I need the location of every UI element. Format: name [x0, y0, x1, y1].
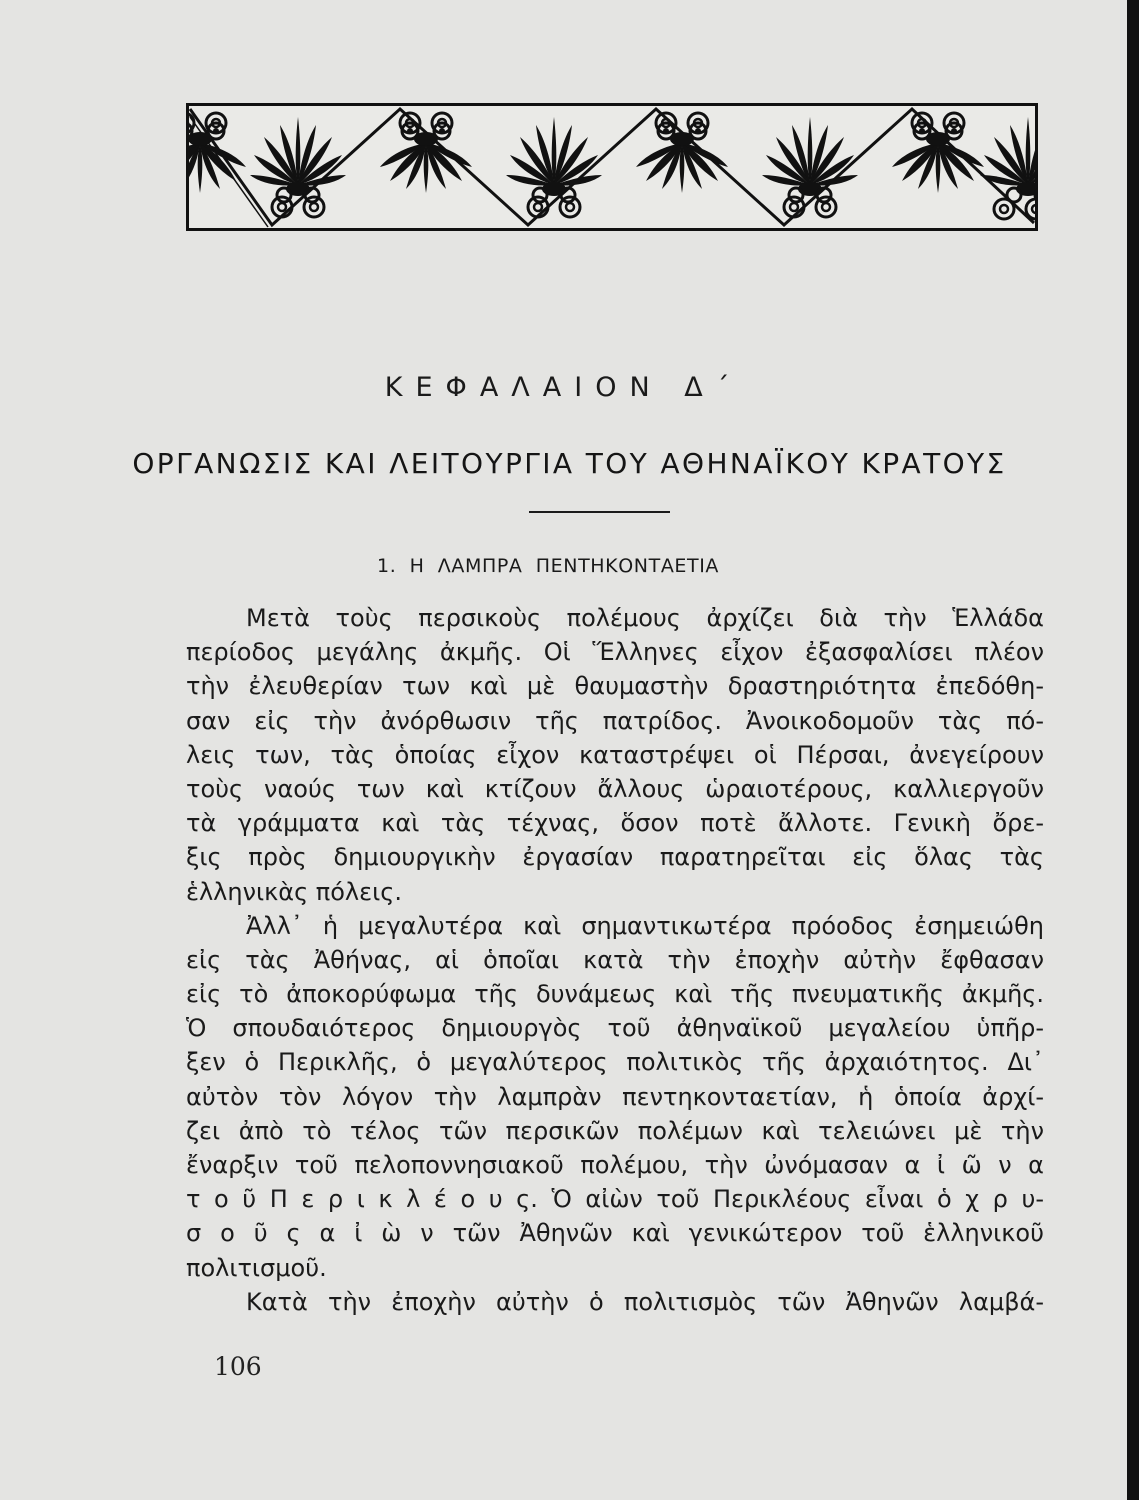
- section-heading: 1. Η ΛΑΜΠΡΑ ΠΕΝΤΗΚΟΝΤΑΕΤΙΑ: [377, 555, 720, 577]
- body-text: [186, 601, 1044, 1319]
- text-line: Μετὰ τοὺς περσικοὺς πολέμους ἀρχίζει διὰ τὴν Ἑλλάδα: [246, 604, 1044, 632]
- chapter-title: ΟΡΓΑΝΩΣΙΣ ΚΑΙ ΛΕΙΤΟΥΡΓΙΑ ΤΟΥ ΑΘΗΝΑΪΚΟΥ ΚΡΑΤΟΥΣ: [132, 447, 1007, 480]
- chapter-label: ΚΕΦΑΛΑΙΟΝ Δ΄: [384, 372, 743, 403]
- text-line: λεις των, τὰς ὁποίας εἶχον καταστρέψει οἱ Πέρσαι, ἀνεγείρουν: [186, 740, 1044, 769]
- page-number: 106: [214, 1352, 262, 1381]
- text-line: εἰς τὸ ἀποκορύφωμα τῆς δυνάμεως καὶ τῆς πνευματικῆς ἀκμῆς.: [186, 980, 1044, 1009]
- text-line: Ὁ σπουδαιότερος δημιουργὸς τοῦ ἀθηναϊκοῦ μεγαλείου ὑπῆρ-: [186, 1014, 1044, 1043]
- text-line: Ἀλλ᾽ ἡ μεγαλυτέρα καὶ σημαντικωτέρα πρόοδος ἐσημειώθη: [246, 911, 1044, 940]
- text-line: ἑλληνικὰς πόλεις.: [186, 877, 402, 906]
- text-line: περίοδος μεγάλης ἀκμῆς. Οἱ Ἕλληνες εἶχον ἐξασφαλίσει πλέον: [186, 638, 1044, 667]
- text-line: σαν εἰς τὴν ἀνόρθωσιν τῆς πατρίδος. Ἀνοικοδομοῦν τὰς πό-: [186, 706, 1044, 735]
- title-divider: [529, 511, 670, 513]
- text-line: τοὺς ναούς των καὶ κτίζουν ἄλλους ὡραιοτέρους, καλλιεργοῦν: [186, 774, 1044, 803]
- text-line: τὴν ἐλευθερίαν των καὶ μὲ θαυμαστὴν δραστηριότητα ἐπεδόθη-: [186, 672, 1044, 701]
- text-line: αὐτὸν τὸν λόγον τὴν λαμπρὰν πεντηκονταετίαν, ἡ ὁποία ἀρχί-: [186, 1082, 1044, 1111]
- text-line: ξεν ὁ Περικλῆς, ὁ μεγαλύτερος πολιτικὸς τῆς ἀρχαιότητος. Δι᾽: [186, 1048, 1044, 1077]
- text-line: εἰς τὰς Ἀθήνας, αἱ ὁποῖαι κατὰ τὴν ἐποχὴν αὐτὴν ἔφθασαν: [186, 945, 1044, 974]
- scan-border: [1127, 0, 1139, 1500]
- text-line: τ ο ῦ Π ε ρ ι κ λ έ ο υ ς. Ὁ αἰὼν τοῦ Περικλέους εἶναι ὁ χ ρ υ-: [186, 1185, 1044, 1214]
- palmette-frieze-ornament: [186, 103, 1038, 231]
- text-line: σ ο ῦ ς α ἰ ὼ ν τῶν Ἀθηνῶν καὶ γενικώτερον τοῦ ἑλληνικοῦ: [186, 1219, 1044, 1248]
- text-line: ξις πρὸς δημιουργικὴν ἐργασίαν παρατηρεῖται εἰς ὅλας τὰς: [186, 843, 1044, 872]
- text-line: ἔναρξιν τοῦ πελοποννησιακοῦ πολέμου, τὴν ὠνόμασαν α ἰ ῶ ν α: [186, 1151, 1044, 1179]
- text-line: πολιτισμοῦ.: [186, 1253, 327, 1282]
- text-line: Κατὰ τὴν ἐποχὴν αὐτὴν ὁ πολιτισμὸς τῶν Ἀθηνῶν λαμβά-: [246, 1287, 1044, 1316]
- text-line: ζει ἀπὸ τὸ τέλος τῶν περσικῶν πολέμων καὶ τελειώνει μὲ τὴν: [186, 1116, 1044, 1145]
- text-line: τὰ γράμματα καὶ τὰς τέχνας, ὅσον ποτὲ ἄλλοτε. Γενικὴ ὄρε-: [186, 809, 1044, 838]
